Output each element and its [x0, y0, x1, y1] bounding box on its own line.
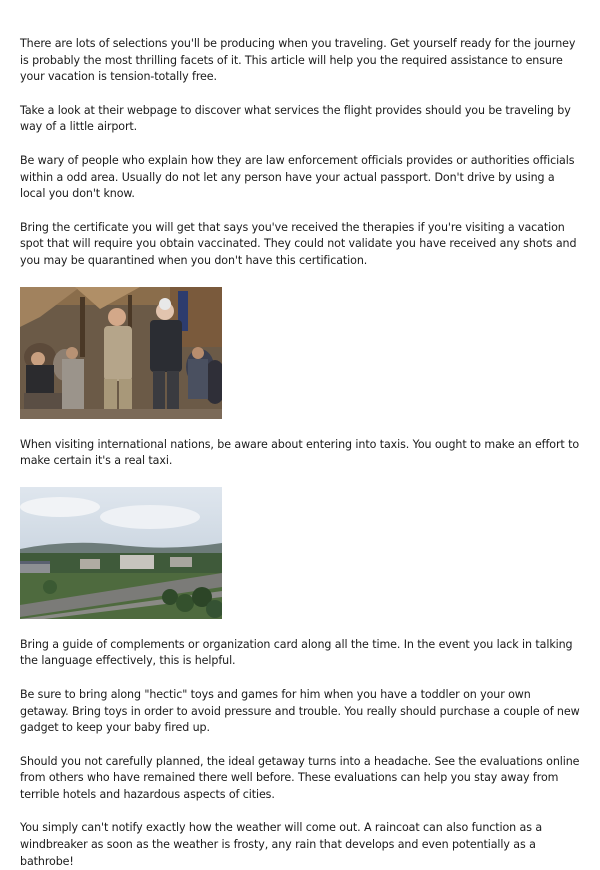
- paragraph-2: Take a look at their webpage to discover what services the flight provides should you be traveling by way of a little airport.: [20, 103, 571, 134]
- paragraph-6: Bring a guide of complements or organization card along all the time. In the event you lack in talking the language effectively, this is helpful.: [20, 637, 573, 668]
- paragraph-9: You simply can't notify exactly how the weather will come out. A raincoat can also function as a windbreaker as soon as the weather is frosty, any rain that develops and even potentially as a bathrobe!: [20, 821, 543, 868]
- paragraph-8: Should you not carefully planned, the ideal getaway turns into a headache. See the evaluations online from others who have remained there well before. These evaluations can help you stay away from terrible hotels and hazardous aspects of cities.: [20, 754, 580, 801]
- article-body: [20, 36, 582, 870]
- paragraph-7: Be sure to bring along "hectic" toys and games for him when you have a toddler on your own getaway. Bring toys in order to avoid pressure and trouble. You really should purchase a couple of new gadget to keep your baby fired up.: [20, 687, 580, 735]
- paragraph-1: There are lots of selections you'll be producing when you traveling. Get yourself ready for the journey is probably the most thrilling facets of it. This article will help you the required assistance to ensure your vacation is tension-totally free.: [20, 37, 576, 84]
- photo-city-skyline: [20, 487, 222, 619]
- paragraph-4: Bring the certificate you will get that says you've received the therapies if you're visiting a vacation spot that will require you obtain vaccinated. They could not validate you have received any shots and you may be quarantined when you don't have this certification.: [20, 220, 577, 267]
- paragraph-3: Be wary of people who explain how they are law enforcement officials provides or authorities officials within a odd area. Usually do not let any person have your actual passport. Don't drive by using a local you don't know.: [20, 153, 575, 201]
- photo-people-gathering: [20, 287, 222, 419]
- paragraph-5: When visiting international nations, be aware about entering into taxis. You ought to make an effort to make certain it's a real taxi.: [20, 437, 580, 468]
